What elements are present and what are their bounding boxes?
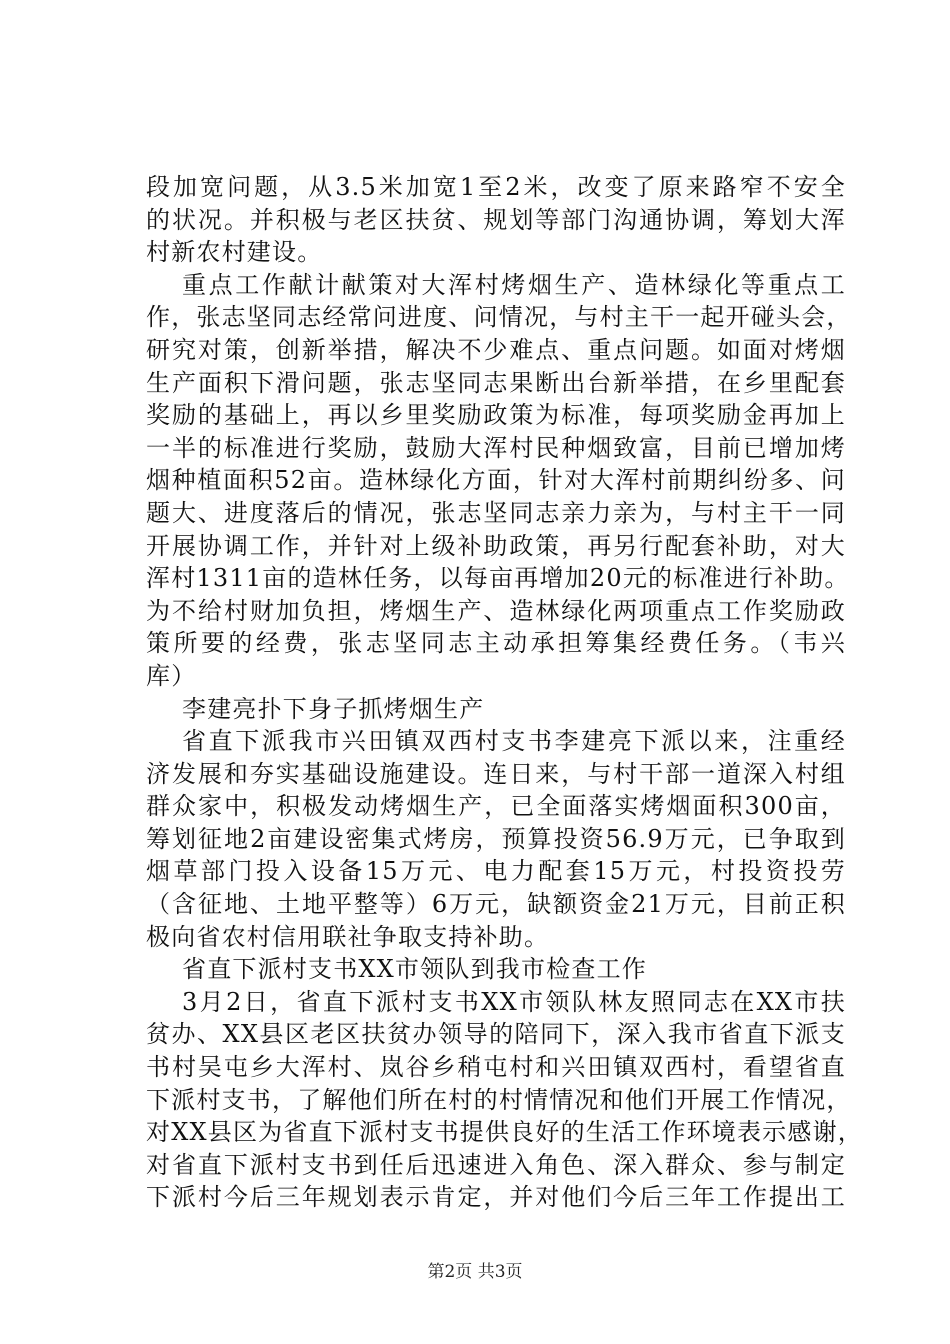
text-line: 下派村今后三年规划表示肯定，并对他们今后三年工作提出工	[146, 1183, 846, 1212]
section-heading: 李建亮扑下身子抓烤烟生产	[182, 694, 485, 723]
text-line: 作，张志坚同志经常问进度、问情况，与村主干一起开碰头会，	[146, 303, 852, 332]
text-line: 书村吴屯乡大浑村、岚谷乡稍屯村和兴田镇双西村，看望省直	[146, 1053, 846, 1082]
text-line: 研究对策，创新举措，解决不少难点、重点问题。如面对烤烟	[146, 335, 846, 364]
text-line: 段加宽问题，从3.5米加宽1至2米，改变了原来路窄不安全	[146, 173, 846, 201]
paragraph-start: 省直下派我市兴田镇双西村支书李建亮下派以来，注重经	[182, 727, 846, 756]
paragraph-start: 重点工作献计献策对大浑村烤烟生产、造林绿化等重点工	[182, 270, 846, 299]
text-line: 对XX县区为省直下派村支书提供良好的生活工作环境表示感谢，	[146, 1118, 863, 1147]
text-line: 烟种植面积52亩。造林绿化方面，针对大浑村前期纠纷多、问	[146, 466, 846, 495]
text-line: 极向省农村信用联社争取支持补助。	[146, 922, 550, 951]
text-line: 浑村1311亩的造林任务，以每亩再增加20元的标准进行补助。	[146, 564, 850, 593]
text-line: 筹划征地2亩建设密集式烤房，预算投资56.9万元，已争取到	[146, 824, 846, 853]
text-line: 题大、进度落后的情况，张志坚同志亲力亲为，与村主干一同	[146, 498, 846, 527]
text-line: 贫办、XX县区老区扶贫办领导的陪同下，深入我市省直下派支	[146, 1020, 846, 1049]
text-line: 一半的标准进行奖励，鼓励大浑村民种烟致富，目前已增加烤	[146, 433, 846, 462]
text-line: 生产面积下滑问题，张志坚同志果断出台新举措，在乡里配套	[146, 368, 846, 397]
text-line: 下派村支书，了解他们所在村的村情情况和他们开展工作情况，	[146, 1085, 852, 1114]
text-line: 对省直下派村支书到任后迅速进入角色、深入群众、参与制定	[146, 1150, 846, 1179]
paragraph-start: 3月2日，省直下派村支书XX市领队林友照同志在XX市扶	[182, 987, 846, 1016]
text-line: 的状况。并积极与老区扶贫、规划等部门沟通协调，筹划大浑	[146, 205, 846, 234]
text-line: 济发展和夯实基础设施建设。连日来，与村干部一道深入村组	[146, 759, 846, 788]
text-line: 策所要的经费，张志坚同志主动承担筹集经费任务。（韦兴	[146, 629, 846, 658]
text-line: （含征地、土地平整等）6万元，缺额资金21万元，目前正积	[146, 890, 846, 919]
text-line: 为不给村财加负担，烤烟生产、造林绿化两项重点工作奖励政	[146, 596, 846, 625]
text-line: 奖励的基础上，再以乡里奖励政策为标准，每项奖励金再加上	[146, 401, 846, 430]
text-line: 库）	[146, 661, 197, 690]
text-line: 村新农村建设。	[146, 238, 323, 267]
body-text	[146, 171, 863, 1214]
section-heading: 省直下派村支书XX市领队到我市检查工作	[182, 955, 647, 984]
text-line: 烟草部门投入设备15万元、电力配套15万元，村投资投劳	[146, 857, 846, 886]
page-number: 第2页 共3页	[427, 1262, 523, 1282]
text-line: 开展协调工作，并针对上级补助政策，再另行配套补助，对大	[146, 531, 846, 560]
text-line: 群众家中，积极发动烤烟生产，已全面落实烤烟面积300亩，	[146, 792, 846, 821]
